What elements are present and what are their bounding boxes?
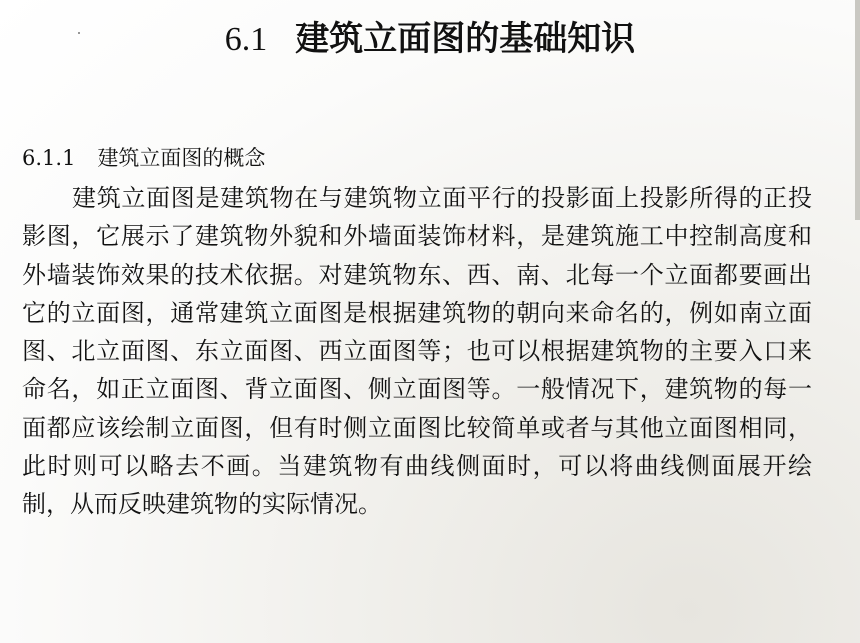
- page-title: [0, 14, 860, 65]
- section-number: 6.1.1: [22, 146, 76, 170]
- body-paragraph: 建筑立面图是建筑物在与建筑物立面平行的投影面上投影所得的正投影图，它展示了建筑物外貌和外墙面装饰材料，是建筑施工中控制高度和外墙装饰效果的技术依据。对建筑物东、西、南、北每一个立面都要画出它的立面图，通常建筑立面图是根据建筑物的朝向来命名的，例如南立面图、北立面图、东立面图、西立面图等；也可以根据建筑物的主要入口来命名，如正立面图、背立面图、侧立面图等。一般情况下，建筑物的每一面都应该绘制立面图，但有时侧立面图比较简单或者与其他立面图相同，此时则可以略去不画。当建筑物有曲线侧面时，可以将曲线侧面展开绘制，从而反映建筑物的实际情况。: [22, 184, 812, 519]
- page-title-number: 6.1: [224, 21, 268, 58]
- section-title: 建筑立面图的概念: [97, 146, 266, 170]
- section-heading: [22, 143, 265, 173]
- page-title-text: 建筑立面图的基础知识: [295, 19, 636, 59]
